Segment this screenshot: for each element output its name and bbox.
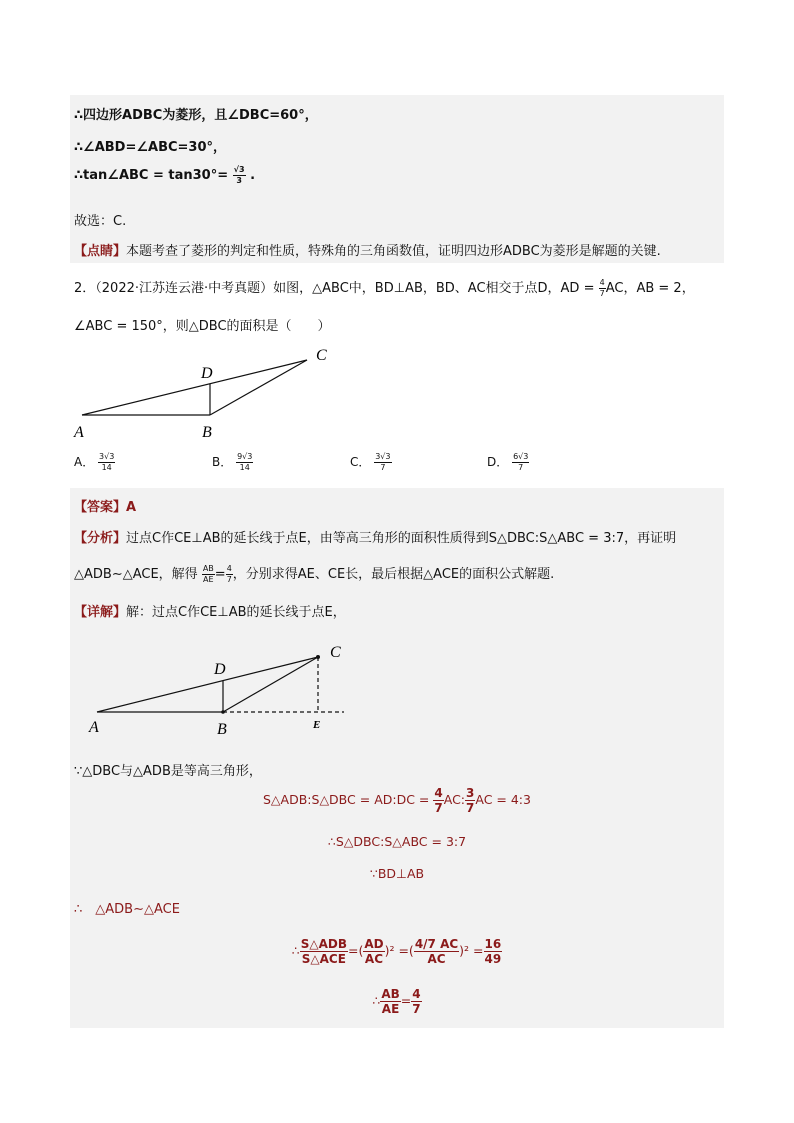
eq1-post: AC = 4:3 (475, 792, 531, 807)
eq6-n1: AB (381, 987, 400, 1001)
option-d[interactable] (487, 453, 529, 472)
option-b-fraction (236, 453, 253, 472)
fig2-point-c (316, 655, 320, 659)
eq5-frac-2 (363, 938, 384, 965)
ad-fraction (599, 279, 606, 298)
prev-line-3-post: . (250, 168, 256, 183)
eq1-pre: S△ADB:S△DBC = AD:DC = (263, 792, 430, 807)
fig1-side-bc (210, 360, 307, 415)
eq5-mid3: )² = (459, 943, 484, 958)
question-number: 2． (74, 281, 96, 296)
eq1-mid: AC: (443, 792, 466, 807)
option-b-letter: B． (212, 455, 233, 469)
eq1-d2: 7 (466, 801, 475, 815)
question-line-1 (74, 277, 695, 298)
equation-1 (70, 787, 724, 814)
detail-tag: 【详解】 (74, 605, 127, 620)
comment-tag: 【点睛】 (74, 244, 127, 259)
option-a-fraction (98, 453, 115, 472)
tan-fraction (233, 166, 246, 185)
fig2-label-d: D (214, 661, 226, 678)
option-c-den: 7 (380, 463, 386, 472)
eq6-frac-1 (380, 988, 400, 1015)
eq5-pre: ∴ (291, 943, 300, 958)
eq5-frac-1 (300, 938, 348, 965)
equation-5 (70, 938, 724, 965)
question-line-2: ∠ABC = 150°，则△DBC的面积是（ ） (74, 319, 331, 334)
tan-num: √3 (233, 165, 245, 174)
eq5-frac-3 (414, 938, 459, 965)
eq1-frac-2 (465, 787, 475, 814)
analysis-frac-2 (226, 565, 233, 584)
option-d-num: 6√3 (513, 452, 529, 461)
prev-line-3 (74, 166, 255, 185)
detail-line-1 (74, 601, 346, 620)
eq5-frac-4 (484, 938, 503, 965)
eq6-pre: ∴ (372, 993, 381, 1008)
analysis-den-2: 7 (226, 575, 232, 584)
eq1-frac-1 (433, 787, 443, 814)
question-text-1: 如图，△ABC中，BD⊥AB，BD、AC相交于点D，AD = (273, 281, 595, 296)
figure-1 (70, 340, 340, 445)
analysis-text-1: 过点C作CE⊥AB的延长线于点E，由等高三角形的面积性质得到S△DBC:S△ABC = 3:7，再证明 (126, 531, 677, 546)
prev-line-3-pre: ∴tan∠ABC = tan30°= (74, 168, 229, 183)
analysis-tag: 【分析】 (74, 531, 127, 546)
fig1-label-a: A (74, 424, 84, 441)
eq6-frac-2 (411, 988, 421, 1015)
option-a-letter: A． (74, 455, 95, 469)
fig2-label-e: E (313, 719, 321, 731)
option-a[interactable] (74, 453, 115, 472)
eq6-d2: 7 (412, 1002, 421, 1016)
fig2-label-b: B (217, 721, 227, 738)
prev-line-1: ∴四边形ADBC为菱形，且∠DBC=60°， (74, 108, 318, 123)
question-text-1-post: AC，AB = 2， (605, 281, 695, 296)
answer-line (74, 496, 136, 515)
analysis-text-2-post: ，分别求得AE、CE长，最后根据△ACE的面积公式解题. (232, 567, 555, 582)
prev-line-2: ∴∠ABD=∠ABC=30°， (74, 140, 227, 155)
comment-text: 本题考查了菱形的判定和性质，特殊角的三角函数值，证明四边形ADBC为菱形是解题的关键. (126, 244, 661, 259)
option-d-letter: D． (487, 455, 509, 469)
option-a-den: 14 (101, 463, 112, 472)
option-c-fraction (374, 453, 391, 472)
option-c-num: 3√3 (375, 452, 391, 461)
eq5-d3: AC (427, 952, 446, 966)
figure-2 (80, 638, 360, 738)
eq5-n3: 4/7 AC (414, 937, 459, 951)
option-c-letter: C． (350, 455, 371, 469)
eq1-n1: 4 (434, 786, 443, 800)
prev-comment (74, 240, 661, 259)
question-source: （2022·江苏连云港·中考真题） (95, 281, 274, 296)
equation-2: ∴S△DBC:S△ABC = 3:7 (327, 834, 467, 849)
fig1-label-d: D (201, 365, 213, 382)
analysis-frac-1 (202, 565, 215, 584)
eq5-n4: 16 (484, 937, 502, 951)
option-b-den: 14 (239, 463, 250, 472)
fig1-label-b: B (202, 424, 212, 441)
option-a-num: 3√3 (99, 452, 115, 461)
fig2-label-c: C (330, 644, 341, 661)
fig1-label-c: C (316, 347, 327, 364)
eq5-d4: 49 (484, 952, 502, 966)
eq1-d1: 7 (434, 801, 443, 815)
equation-6 (70, 988, 724, 1015)
eq5-n2: AD (364, 937, 384, 951)
option-c[interactable] (350, 453, 392, 472)
analysis-num-2: 4 (226, 564, 232, 573)
eq6-d1: AE (381, 1002, 400, 1016)
eq6-mid: = (400, 993, 412, 1008)
option-d-den: 7 (518, 463, 524, 472)
ad-den: 7 (599, 289, 605, 298)
option-b[interactable] (212, 453, 253, 472)
prev-choice: 故选：C. (74, 214, 127, 229)
eq5-mid2: )² =( (384, 943, 414, 958)
analysis-num-1: AB (202, 564, 214, 573)
fig2-side-bc (223, 657, 318, 712)
fig1-side-ac (82, 360, 307, 415)
eq1-n2: 3 (466, 786, 475, 800)
tan-den: 3 (236, 176, 242, 185)
answer-tag: 【答案】 (74, 500, 127, 515)
option-d-fraction (512, 453, 529, 472)
eq5-d2: AC (364, 952, 384, 966)
fig2-label-a: A (89, 719, 99, 736)
detail-line-2: ∵△DBC与△ADB是等高三角形， (74, 764, 262, 779)
eq5-mid1: =( (347, 943, 364, 958)
answer-value: A (126, 500, 137, 515)
eq5-n1: S△ADB (300, 937, 347, 951)
analysis-line-1 (74, 527, 676, 546)
analysis-eq: = (214, 567, 226, 582)
analysis-text-2-pre: △ADB∼△ACE，解得 (74, 567, 198, 582)
equation-3: ∵BD⊥AB (369, 866, 425, 881)
equation-4: ∴ △ADB∼△ACE (74, 902, 180, 917)
fig2-point-b (221, 710, 225, 714)
option-b-num: 9√3 (237, 452, 253, 461)
eq5-d1: S△ACE (301, 952, 346, 966)
fig2-side-ac (97, 657, 318, 712)
analysis-line-2 (74, 563, 554, 584)
eq6-n2: 4 (412, 987, 421, 1001)
analysis-den-1: AE (203, 575, 214, 584)
ad-num: 4 (599, 278, 605, 287)
detail-text-1: 解：过点C作CE⊥AB的延长线于点E， (126, 605, 346, 620)
